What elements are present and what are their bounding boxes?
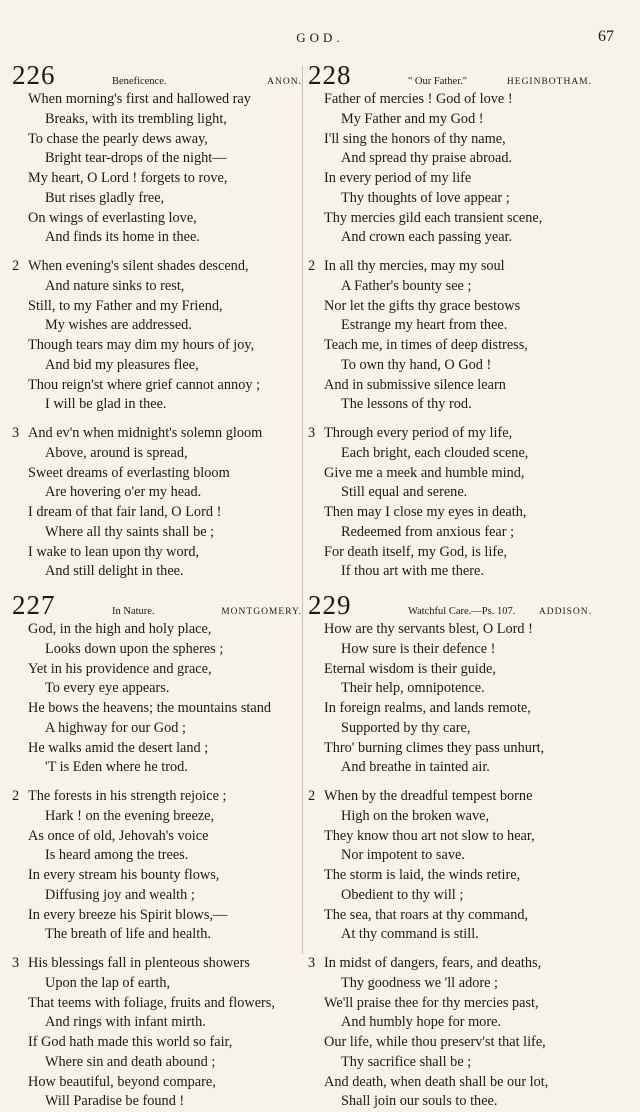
- hymn-line: [308, 758, 592, 778]
- hymn-line: [308, 1033, 592, 1053]
- hymn-line: [308, 356, 592, 376]
- hymn-line: [12, 925, 302, 945]
- line-text: The breath of life and health.: [45, 926, 211, 943]
- stanza-spacer: [12, 778, 302, 787]
- line-text: And humbly hope for more.: [341, 1014, 502, 1031]
- line-text: Teach me, in times of deep distress,: [324, 337, 528, 353]
- hymn-line: [308, 395, 592, 415]
- hymn-line: [308, 679, 592, 699]
- line-text: Is heard among the trees.: [45, 847, 189, 864]
- hymn-line: [12, 336, 302, 356]
- line-text: As once of old, Jehovah's voice: [28, 827, 209, 844]
- hymn-line: [12, 228, 302, 248]
- line-text: At thy command is still.: [341, 926, 479, 943]
- line-text: Their help, omnipotence.: [341, 680, 485, 697]
- hymn-line: [12, 209, 302, 229]
- hymn-line: [12, 444, 302, 464]
- line-text: Yet in his providence and grace,: [28, 660, 212, 677]
- hymn-line: [308, 866, 592, 886]
- line-text: A Father's bounty see ;: [341, 277, 472, 294]
- line-text: In every stream his bounty flows,: [28, 867, 220, 883]
- hymn-line: [12, 660, 302, 680]
- hymn-author: HEGINBOTHAM.: [506, 77, 592, 87]
- line-text: In foreign realms, and lands remote,: [324, 700, 531, 716]
- line-text: Hark ! on the evening breeze,: [45, 807, 215, 824]
- hymn: [308, 582, 592, 1112]
- hymn-line: [308, 277, 592, 297]
- hymn-spacer: [12, 582, 302, 590]
- line-text: And finds its home in thee.: [45, 229, 200, 246]
- line-text: Thou reign'st where grief cannot annoy ;: [28, 376, 261, 393]
- hymn-heading: [308, 60, 592, 90]
- line-text: Eternal wisdom is their guide,: [324, 660, 496, 677]
- stanza-spacer: [308, 778, 592, 787]
- line-text: A highway for our God ;: [45, 719, 186, 736]
- line-text: If thou art with me there.: [341, 563, 484, 580]
- verse-number: 2: [12, 258, 20, 274]
- hymn-heading: [308, 590, 592, 620]
- line-text: 'T is Eden where he trod.: [45, 759, 188, 776]
- hymn-line: [308, 149, 592, 169]
- hymn-line: [308, 169, 592, 189]
- hymn-line: [12, 827, 302, 847]
- verse-number: 2: [308, 788, 316, 804]
- page-number: 67: [598, 28, 614, 45]
- hymn-line: [308, 906, 592, 926]
- hymn-line: [308, 1073, 592, 1093]
- stanza-spacer: [308, 248, 592, 257]
- hymn-line: [12, 640, 302, 660]
- line-text: Then may I close my eyes in death,: [324, 504, 527, 520]
- line-text: High on the broken wave,: [341, 807, 490, 824]
- line-text: How are thy servants blest, O Lord !: [324, 621, 533, 637]
- hymn-line: [12, 954, 302, 974]
- hymn-line: [308, 130, 592, 150]
- line-text: How beautiful, beyond compare,: [28, 1073, 216, 1090]
- line-text: But rises gladly free,: [45, 189, 165, 206]
- verse-number: 2: [308, 258, 316, 274]
- hymn: [12, 60, 302, 582]
- line-text: Each bright, each clouded scene,: [341, 444, 529, 461]
- line-text: Looks down upon the spheres ;: [45, 640, 224, 657]
- hymn-line: [308, 660, 592, 680]
- hymn-line: [308, 620, 592, 640]
- hymn-line: [12, 846, 302, 866]
- line-text: Nor impotent to save.: [341, 847, 465, 864]
- hymn-line: [308, 503, 592, 523]
- hymn-line: [308, 228, 592, 248]
- line-text: I'll sing the honors of thy name,: [324, 130, 506, 147]
- hymn-line: [12, 149, 302, 169]
- verse-number: 3: [12, 425, 20, 441]
- line-text: They know thou art not slow to hear,: [324, 827, 535, 844]
- line-text: Father of mercies ! God of love !: [324, 91, 513, 107]
- hymn-line: [308, 739, 592, 759]
- hymn-line: [308, 1053, 592, 1073]
- line-text: Still, to my Father and my Friend,: [28, 297, 223, 314]
- line-text: That teems with foliage, fruits and flowers,: [28, 994, 275, 1011]
- line-text: Through every period of my life,: [324, 425, 513, 441]
- running-title: GOD.: [296, 30, 344, 45]
- hymn-author: ADDISON.: [538, 607, 592, 617]
- hymn-line: [12, 376, 302, 396]
- line-text: My Father and my God !: [341, 110, 484, 127]
- line-text: And death, when death shall be our lot,: [324, 1073, 549, 1090]
- line-text: Thy mercies gild each transient scene,: [324, 209, 543, 226]
- line-text: And in submissive silence learn: [324, 376, 506, 393]
- line-text: I wake to lean upon thy word,: [28, 543, 200, 560]
- hymn-line: [308, 827, 592, 847]
- hymn-line: [308, 189, 592, 209]
- verse-number: 3: [308, 955, 316, 971]
- hymn-line: [12, 1013, 302, 1033]
- hymn-line: [12, 169, 302, 189]
- line-text: Upon the lap of earth,: [45, 974, 171, 991]
- line-text: He walks amid the desert land ;: [28, 739, 209, 756]
- hymn-line: [308, 209, 592, 229]
- line-text: In all thy mercies, may my soul: [324, 258, 505, 274]
- line-text: I will be glad in thee.: [45, 396, 167, 413]
- hymn-line: [12, 189, 302, 209]
- hymn-line: [308, 336, 592, 356]
- line-text: His blessings fall in plenteous showers: [28, 955, 250, 971]
- line-text: If God hath made this world so fair,: [28, 1034, 233, 1050]
- line-text: I dream of that fair land, O Lord !: [28, 504, 222, 520]
- hymn-line: [12, 739, 302, 759]
- line-text: How sure is their defence !: [341, 640, 496, 657]
- hymn-line: [308, 90, 592, 110]
- hymn-line: [308, 1092, 592, 1112]
- hymn-heading: [12, 60, 302, 90]
- hymn-author: MONTGOMERY.: [221, 607, 302, 617]
- hymn-line: [12, 807, 302, 827]
- hymn-line: [308, 424, 592, 444]
- hymn-line: [308, 846, 592, 866]
- line-text: Diffusing joy and wealth ;: [45, 886, 195, 903]
- hymn-line: [12, 130, 302, 150]
- stanza-spacer: [12, 945, 302, 954]
- hymn-line: [12, 1073, 302, 1093]
- line-text: Thy sacrifice shall be ;: [341, 1053, 472, 1070]
- line-text: He bows the heavens; the mountains stand: [28, 700, 271, 716]
- line-text: Obedient to thy will ;: [341, 886, 464, 903]
- hymn-line: [12, 787, 302, 807]
- hymn-line: [12, 974, 302, 994]
- line-text: And breathe in tainted air.: [341, 759, 490, 776]
- line-text: To every eye appears.: [45, 680, 170, 697]
- line-text: Breaks, with its trembling light,: [45, 110, 227, 127]
- line-text: Where all thy saints shall be ;: [45, 523, 215, 540]
- hymn-line: [12, 620, 302, 640]
- line-text: In every breeze his Spirit blows,—: [28, 906, 228, 923]
- hymn-line: [308, 1013, 592, 1033]
- line-text: Though tears may dim my hours of joy,: [28, 337, 255, 353]
- hymn-line: [308, 297, 592, 317]
- line-text: To chase the pearly dews away,: [28, 130, 208, 147]
- hymn-line: [308, 640, 592, 660]
- line-text: And ev'n when midnight's solemn gloom: [28, 425, 263, 441]
- hymn-line: [12, 356, 302, 376]
- hymn-line: [12, 866, 302, 886]
- line-text: Give me a meek and humble mind,: [324, 464, 525, 481]
- line-text: Above, around is spread,: [45, 444, 188, 461]
- hymn-number: 228: [308, 60, 352, 90]
- hymn-line: [12, 483, 302, 503]
- hymn-line: [308, 444, 592, 464]
- hymn-line: [12, 257, 302, 277]
- hymn-line: [308, 376, 592, 396]
- hymn-line: [12, 886, 302, 906]
- line-text: My wishes are addressed.: [45, 317, 192, 334]
- line-text: Thy thoughts of love appear ;: [341, 189, 510, 206]
- hymn-line: [308, 974, 592, 994]
- line-text: Estrange my heart from thee.: [341, 317, 508, 334]
- hymn-line: [308, 925, 592, 945]
- verse-number: 3: [308, 425, 316, 441]
- hymn-line: [308, 719, 592, 739]
- stanza-spacer: [12, 248, 302, 257]
- hymn: [12, 582, 302, 1112]
- hymn-line: [12, 699, 302, 719]
- line-text: The forests in his strength rejoice ;: [28, 788, 227, 804]
- column-divider: [302, 66, 303, 954]
- line-text: For death itself, my God, is life,: [324, 543, 508, 560]
- hymn-line: [12, 523, 302, 543]
- line-text: When evening's silent shades descend,: [28, 258, 249, 274]
- hymn-line: [12, 562, 302, 582]
- hymn-number: 229: [308, 590, 352, 620]
- hymn-line: [12, 503, 302, 523]
- hymn-line: [308, 787, 592, 807]
- line-text: The sea, that roars at thy command,: [324, 906, 529, 923]
- hymn-line: [308, 523, 592, 543]
- hymn-line: [308, 954, 592, 974]
- verse-number: 2: [12, 788, 20, 804]
- hymn-line: [308, 807, 592, 827]
- hymn-line: [12, 758, 302, 778]
- line-text: To own thy hand, O God !: [341, 356, 492, 373]
- hymn-subject: Beneficence.: [112, 76, 167, 87]
- hymn-line: [308, 316, 592, 336]
- hymn-author: ANON.: [267, 77, 302, 87]
- line-text: Thro' burning climes they pass unhurt,: [324, 739, 545, 756]
- hymn-line: [308, 562, 592, 582]
- stanza-spacer: [12, 415, 302, 424]
- hymn-subject: Watchful Care.—Ps. 107.: [408, 606, 516, 617]
- hymn-line: [308, 464, 592, 484]
- line-text: Sweet dreams of everlasting bloom: [28, 464, 230, 481]
- line-text: Will Paradise be found !: [45, 1093, 185, 1110]
- line-text: My heart, O Lord ! forgets to rove,: [28, 170, 228, 186]
- left-column: [12, 60, 302, 1112]
- hymn-heading: [12, 590, 302, 620]
- line-text: And still delight in thee.: [45, 563, 184, 580]
- line-text: In every period of my life: [324, 170, 472, 186]
- hymn-line: [12, 906, 302, 926]
- line-text: And spread thy praise abroad.: [341, 150, 513, 167]
- hymn-line: [12, 679, 302, 699]
- hymn-subject: " Our Father.": [408, 76, 468, 87]
- line-text: Nor let the gifts thy grace bestows: [324, 297, 521, 314]
- line-text: Our life, while thou preserv'st that life,: [324, 1034, 546, 1050]
- line-text: Supported by thy care,: [341, 719, 471, 736]
- line-text: The storm is laid, the winds retire,: [324, 867, 521, 883]
- stanza-spacer: [308, 945, 592, 954]
- hymn: [308, 60, 592, 582]
- hymn-line: [12, 1092, 302, 1112]
- line-text: And bid my pleasures flee,: [45, 356, 199, 373]
- line-text: Where sin and death abound ;: [45, 1053, 216, 1070]
- line-text: Still equal and serene.: [341, 484, 468, 501]
- hymn-line: [12, 719, 302, 739]
- line-text: In midst of dangers, fears, and deaths,: [324, 955, 542, 971]
- line-text: When morning's first and hallowed ray: [28, 91, 251, 107]
- hymn-line: [308, 994, 592, 1014]
- hymn-line: [12, 90, 302, 110]
- hymn-line: [308, 483, 592, 503]
- verse-number: 3: [12, 955, 20, 971]
- hymn-line: [12, 424, 302, 444]
- hymn-line: [12, 543, 302, 563]
- hymn-line: [12, 994, 302, 1014]
- hymn-line: [12, 110, 302, 130]
- hymn-line: [308, 110, 592, 130]
- hymn-line: [308, 699, 592, 719]
- hymn-subject: In Nature.: [112, 606, 155, 617]
- line-text: Bright tear-drops of the night—: [45, 150, 227, 167]
- line-text: Redeemed from anxious fear ;: [341, 523, 515, 540]
- line-text: Are hovering o'er my head.: [45, 484, 202, 501]
- hymn-line: [12, 1053, 302, 1073]
- hymn-number: 227: [12, 590, 56, 620]
- hymn-line: [12, 316, 302, 336]
- line-text: And nature sinks to rest,: [45, 277, 185, 294]
- hymn-line: [12, 464, 302, 484]
- line-text: When by the dreadful tempest borne: [324, 788, 533, 804]
- hymn-number: 226: [12, 60, 56, 90]
- line-text: God, in the high and holy place,: [28, 621, 212, 637]
- hymn-line: [12, 395, 302, 415]
- hymn-line: [308, 257, 592, 277]
- line-text: The lessons of thy rod.: [341, 396, 472, 413]
- hymn-line: [308, 886, 592, 906]
- stanza-spacer: [308, 415, 592, 424]
- hymn-line: [12, 1033, 302, 1053]
- line-text: Shall join our souls to thee.: [341, 1093, 498, 1110]
- hymn-line: [12, 297, 302, 317]
- line-text: And rings with infant mirth.: [45, 1014, 206, 1031]
- hymn-line: [12, 277, 302, 297]
- right-column: [308, 60, 592, 1112]
- hymn-spacer: [308, 582, 592, 590]
- line-text: Thy goodness we 'll adore ;: [341, 974, 499, 991]
- line-text: We'll praise thee for thy mercies past,: [324, 994, 539, 1011]
- hymn-line: [308, 543, 592, 563]
- line-text: And crown each passing year.: [341, 229, 513, 246]
- line-text: On wings of everlasting love,: [28, 209, 197, 226]
